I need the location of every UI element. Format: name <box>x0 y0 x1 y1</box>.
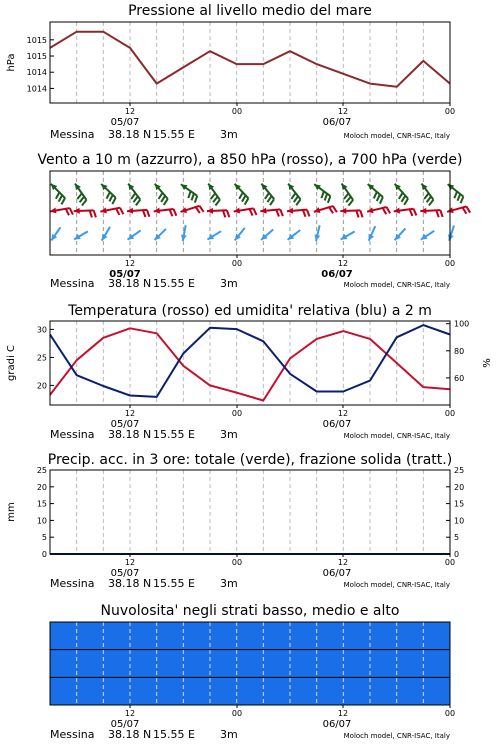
model-credit: Moloch model, CNR-ISAC, Italy <box>343 281 450 289</box>
cloud-cell-medio <box>225 650 251 678</box>
x-tick-label: 12 <box>337 709 349 718</box>
cloud-cell-basso <box>75 677 101 705</box>
barb-feather <box>250 209 253 216</box>
cloud-cell-medio <box>350 650 376 678</box>
date-label: 06/07 <box>322 568 352 579</box>
barb-feather <box>213 197 218 203</box>
barb-feather <box>329 207 333 213</box>
x-tick-label: 00 <box>231 107 243 116</box>
y-right-tick-label: 0 <box>454 550 460 559</box>
location-lat: 38.18 N <box>108 128 152 141</box>
y-tick-label: 0 <box>41 550 47 559</box>
cloud-cell-alto <box>75 622 101 650</box>
panel-3 <box>6 303 493 441</box>
barb-feather <box>436 210 438 217</box>
x-tick-label: 12 <box>124 409 136 418</box>
cloud-cell-alto <box>250 622 276 650</box>
barb-feather <box>215 200 220 206</box>
location-height: 3m <box>220 728 238 741</box>
location-lat: 38.18 N <box>108 277 152 290</box>
y-right-tick-label: 15 <box>454 499 465 509</box>
x-tick-label: 12 <box>124 107 136 116</box>
temperature-line <box>50 328 450 400</box>
barb-feather <box>410 209 413 216</box>
cloud-cell-medio <box>50 650 76 678</box>
cloud-cell-basso <box>175 677 201 705</box>
barb-feather <box>77 193 82 199</box>
y-tick-label: 25 <box>36 466 47 475</box>
barb-feather <box>294 196 298 202</box>
barb-feather <box>223 210 225 217</box>
model-credit: Moloch model, CNR-ISAC, Italy <box>343 432 450 440</box>
pressure-line <box>50 32 450 87</box>
barb-feather <box>427 196 431 202</box>
y-tick-label: 15 <box>36 499 47 509</box>
y-right-tick-label: 60 <box>454 373 465 383</box>
wind-barb <box>74 231 88 239</box>
cloud-cell-basso <box>275 677 301 705</box>
model-credit: Moloch model, CNR-ISAC, Italy <box>343 132 450 140</box>
y-tick-label: 20 <box>36 482 47 492</box>
cloud-cell-alto <box>225 622 251 650</box>
barb-feather <box>70 208 73 215</box>
y-tick-label: 1014 <box>26 68 47 78</box>
plot-border <box>50 22 450 103</box>
plot-border <box>50 470 450 554</box>
cloud-cell-basso <box>250 677 276 705</box>
wind-barb <box>50 208 73 216</box>
cloud-cell-medio <box>150 650 176 678</box>
barb-feather <box>344 193 349 199</box>
barb-feather <box>133 196 137 202</box>
wind-barb <box>207 231 221 239</box>
date-label: 06/07 <box>322 419 352 430</box>
barb-feather <box>265 193 269 199</box>
wind-barb <box>448 226 454 241</box>
barb-feather <box>328 196 331 203</box>
model-credit: Moloch model, CNR-ISAC, Italy <box>343 581 450 589</box>
wind-barb <box>314 225 320 241</box>
x-tick-label: 00 <box>444 259 456 268</box>
panel-1 <box>6 3 455 141</box>
cloud-cell-medio <box>200 650 226 678</box>
cloud-cell-alto <box>50 622 76 650</box>
barb-feather <box>211 193 216 199</box>
barb-feather <box>61 198 65 204</box>
barb-feather <box>267 196 271 202</box>
barb-feather <box>159 193 163 199</box>
barb-feather <box>402 196 406 202</box>
cloud-cell-basso <box>350 677 376 705</box>
date-label: 05/07 <box>110 719 140 730</box>
cloud-cell-alto <box>175 622 201 650</box>
barb-feather <box>80 197 85 203</box>
barb-feather <box>333 206 337 212</box>
y-right-tick-label: 5 <box>454 533 460 543</box>
date-label: 06/07 <box>321 269 353 280</box>
barb-feather <box>307 210 310 217</box>
y-axis-label: mm <box>6 502 17 522</box>
x-tick-label: 12 <box>337 409 349 418</box>
barb-feather <box>195 196 197 203</box>
barb-feather <box>161 196 165 202</box>
location-name: Messina <box>50 428 95 441</box>
wind-barb <box>367 207 390 214</box>
panel-2 <box>37 152 470 290</box>
y-right-tick-label: 25 <box>454 466 465 475</box>
location-lon: 15.55 E <box>153 728 195 741</box>
wind-barb <box>421 231 434 240</box>
panel-title: Temperatura (rosso) ed umidita' relativa (blu) a 2 m <box>68 303 432 319</box>
location-lon: 15.55 E <box>153 128 195 141</box>
y-axis-label: gradi C <box>6 345 17 381</box>
cloud-cell-basso <box>325 677 351 705</box>
y-right-tick-label: 100 <box>454 319 470 329</box>
plot-border <box>50 321 450 405</box>
cloud-cell-alto <box>425 622 451 650</box>
barb-feather <box>440 210 442 217</box>
barb-feather <box>120 208 123 214</box>
location-height: 3m <box>220 577 238 590</box>
barb-feather <box>131 193 135 199</box>
cloud-cell-alto <box>300 622 326 650</box>
barb-feather <box>239 193 243 199</box>
wind-barb <box>181 225 187 241</box>
cloud-cell-alto <box>125 622 151 650</box>
cloud-cell-alto <box>400 622 426 650</box>
location-height: 3m <box>220 277 238 290</box>
cloud-cell-basso <box>150 677 176 705</box>
location-lon: 15.55 E <box>153 428 195 441</box>
cloud-cell-basso <box>50 677 76 705</box>
location-lon: 15.55 E <box>153 577 195 590</box>
barb-feather <box>399 193 403 199</box>
panel-title: Precip. acc. in 3 ore: totale (verde), frazione solida (tratt.) <box>47 452 453 468</box>
panel-5 <box>50 603 455 741</box>
barb-feather <box>325 194 328 201</box>
date-label: 06/07 <box>322 117 352 128</box>
y-axis-label: hPa <box>6 53 17 72</box>
location-lat: 38.18 N <box>108 577 152 590</box>
y-tick-label: 20 <box>36 381 47 391</box>
location-name: Messina <box>50 277 95 290</box>
cloud-cell-basso <box>200 677 226 705</box>
barb-feather <box>107 192 110 198</box>
barb-feather <box>463 208 467 214</box>
barb-feather <box>164 199 168 205</box>
wind-barb <box>314 206 337 213</box>
date-label: 05/07 <box>110 419 140 430</box>
panel-4 <box>6 452 464 590</box>
cloud-cell-medio <box>425 650 451 678</box>
y-right-tick-label: 10 <box>454 516 465 526</box>
barb-feather <box>303 210 306 217</box>
cloud-cell-medio <box>125 650 151 678</box>
x-tick-label: 12 <box>337 259 349 268</box>
location-name: Messina <box>50 128 95 141</box>
barb-feather <box>59 195 63 201</box>
cloud-cell-basso <box>400 677 426 705</box>
cloud-cell-alto <box>275 622 301 650</box>
barb-feather <box>349 200 354 206</box>
cloud-cell-medio <box>75 650 101 678</box>
x-tick-label: 00 <box>444 409 456 418</box>
location-lat: 38.18 N <box>108 728 152 741</box>
cloud-cell-alto <box>200 622 226 650</box>
y-right-tick-label: 20 <box>454 482 465 492</box>
barb-feather <box>356 211 358 218</box>
barb-feather <box>454 192 457 199</box>
x-tick-label: 00 <box>444 558 456 567</box>
wind-barb <box>51 227 60 240</box>
panel-title: Pressione al livello medio del mare <box>128 3 372 19</box>
x-tick-label: 12 <box>124 259 136 268</box>
y-tick-label: 1015 <box>26 35 47 45</box>
x-tick-label: 00 <box>231 558 243 567</box>
barb-feather <box>291 193 295 199</box>
barb-feather <box>82 200 87 206</box>
barb-feather <box>377 194 380 201</box>
y-tick-label: 30 <box>36 325 47 335</box>
cloud-cell-medio <box>325 650 351 678</box>
barb-feather <box>380 197 383 204</box>
date-label: 05/07 <box>110 117 140 128</box>
barb-feather <box>170 210 173 217</box>
y-tick-label: 10 <box>36 516 47 526</box>
date-label: 05/07 <box>109 269 141 280</box>
barb-feather <box>276 210 279 217</box>
x-tick-label: 12 <box>124 709 136 718</box>
barb-feather <box>360 210 362 217</box>
barb-feather <box>280 209 283 216</box>
barb-feather <box>296 199 300 205</box>
barb-feather <box>270 199 274 205</box>
barb-feather <box>196 207 200 213</box>
wind-barb <box>51 184 65 205</box>
x-tick-label: 00 <box>231 709 243 718</box>
barb-feather <box>429 200 433 206</box>
barb-feather <box>457 194 460 201</box>
location-height: 3m <box>220 128 238 141</box>
barb-feather <box>112 198 115 204</box>
location-lon: 15.55 E <box>153 277 195 290</box>
barb-feather <box>321 191 324 198</box>
barb-feather <box>94 210 96 217</box>
y-tick-label: 5 <box>41 533 47 543</box>
cloud-cell-basso <box>125 677 151 705</box>
barb-feather <box>346 197 351 203</box>
barb-feather <box>253 208 256 215</box>
wind-barb <box>368 226 375 241</box>
barb-feather <box>383 208 387 214</box>
location-lat: 38.18 N <box>108 428 152 441</box>
cloud-cell-medio <box>175 650 201 678</box>
wind-barb <box>447 206 470 213</box>
y-right-axis-label: % <box>482 358 493 368</box>
barb-feather <box>227 210 229 217</box>
barb-feather <box>143 210 145 217</box>
cloud-cell-alto <box>150 622 176 650</box>
x-tick-label: 00 <box>231 259 243 268</box>
x-tick-label: 00 <box>444 107 456 116</box>
barb-feather <box>242 195 246 201</box>
y-tick-label: 25 <box>36 353 47 363</box>
panel-title: Vento a 10 m (azzurro), a 850 hPa (rosso), a 700 hPa (verde) <box>37 152 463 168</box>
cloud-cell-medio <box>300 650 326 678</box>
cloud-cell-medio <box>275 650 301 678</box>
barb-feather <box>174 209 177 216</box>
barb-feather <box>387 207 391 213</box>
location-height: 3m <box>220 428 238 441</box>
cloud-cell-alto <box>350 622 376 650</box>
x-tick-label: 12 <box>124 558 136 567</box>
x-tick-label: 00 <box>444 709 456 718</box>
x-tick-label: 00 <box>231 409 243 418</box>
barb-feather <box>461 196 464 203</box>
date-label: 06/07 <box>322 719 352 730</box>
barb-feather <box>66 209 69 216</box>
y-right-tick-label: 80 <box>454 346 465 356</box>
barb-feather <box>136 200 140 206</box>
barb-feather <box>404 199 408 205</box>
location-name: Messina <box>50 577 95 590</box>
cloud-cell-alto <box>325 622 351 650</box>
wind-barb <box>341 231 355 239</box>
barb-feather <box>374 192 377 199</box>
barb-feather <box>147 210 149 217</box>
barb-feather <box>192 193 194 200</box>
model-credit: Moloch model, CNR-ISAC, Italy <box>343 732 450 740</box>
barb-feather <box>414 209 417 216</box>
y-tick-label: 1014 <box>26 84 47 94</box>
cloud-cell-medio <box>400 650 426 678</box>
barb-feather <box>200 206 204 212</box>
barb-feather <box>109 195 112 201</box>
cloud-cell-basso <box>300 677 326 705</box>
y-tick-label: 1015 <box>26 52 47 62</box>
wind-barb <box>180 206 203 213</box>
x-tick-label: 12 <box>337 558 349 567</box>
barb-feather <box>245 198 249 204</box>
cloud-cell-basso <box>425 677 451 705</box>
x-tick-label: 12 <box>337 107 349 116</box>
barb-feather <box>116 208 119 214</box>
barb-feather <box>424 193 428 199</box>
barb-feather <box>56 192 60 198</box>
cloud-cell-medio <box>250 650 276 678</box>
barb-feather <box>188 191 190 198</box>
date-label: 05/07 <box>110 568 140 579</box>
panel-title: Nuvolosita' negli strati basso, medio e alto <box>100 603 400 619</box>
location-name: Messina <box>50 728 95 741</box>
barb-feather <box>90 210 92 217</box>
cloud-cell-basso <box>225 677 251 705</box>
barb-feather <box>466 206 470 212</box>
